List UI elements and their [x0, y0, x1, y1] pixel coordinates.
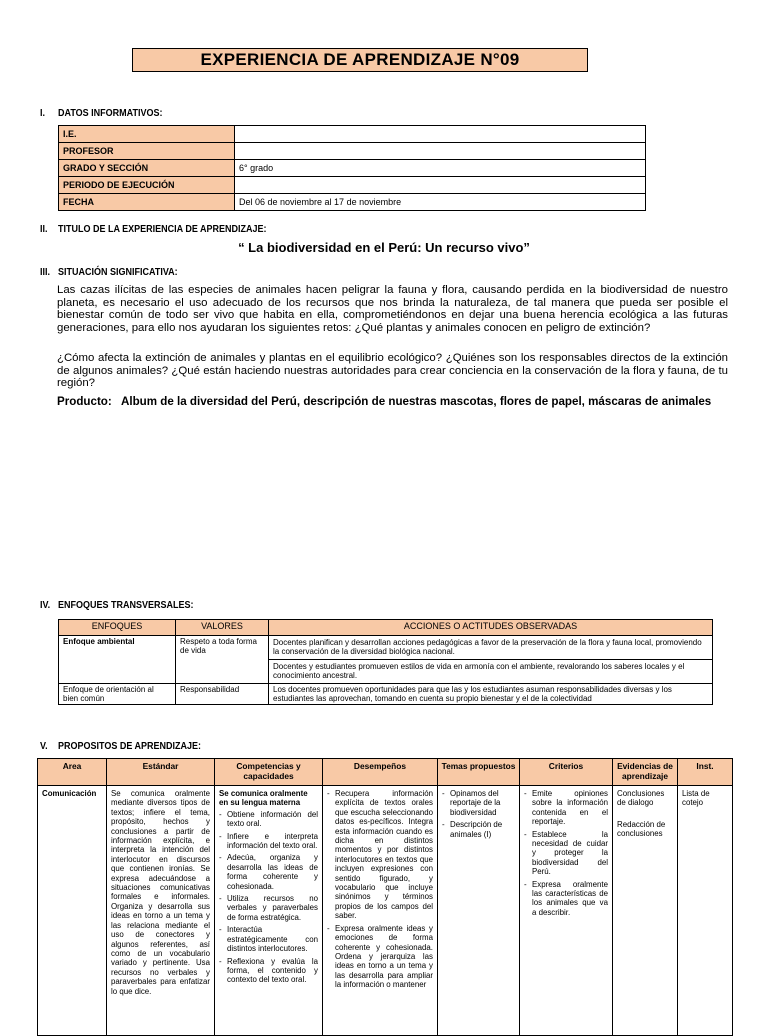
datos-label: I.E.	[59, 126, 235, 143]
datos-value: 6° grado	[235, 160, 646, 177]
table-row	[59, 194, 646, 211]
competencia-title: Se comunica oralmente en su lengua materna	[219, 789, 308, 808]
datos-table	[58, 125, 646, 211]
document-title: EXPERIENCIA DE APRENDIZAJE N°09	[132, 48, 588, 72]
datos-label: PERIODO DE EJECUCIÓN	[59, 177, 235, 194]
list-item: - Utiliza recursos no verbales y paraverbales de forma estratégica.	[219, 894, 318, 922]
datos-label: GRADO Y SECCIÓN	[59, 160, 235, 177]
criterios-list	[524, 789, 608, 917]
list-item: - Infiere e interpreta información del texto oral.	[219, 832, 318, 851]
situacion-paragraph-1: Las cazas ilícitas de las especies de animales hacen peligrar la fauna y flora, causando perdida en la biodiversidad de nuestro planeta, es necesario el uso adecuado de los recursos que nos brinda la naturaleza, de tal manera que pueda ser posible el bienestar común de todo ser vivo que habita en ella, comprometiéndonos en dejar una buena herencia ecológica a las futuras generaciones, para ello nos ayudaran los siguientes retos: ¿Qué plantas y animales conocen en peligro de extinción?	[57, 284, 728, 334]
table-header-row	[38, 759, 733, 786]
section-label: ENFOQUES TRANSVERSALES:	[58, 600, 194, 611]
datos-value: Del 06 de noviembre al 17 de noviembre	[235, 194, 646, 211]
table-row	[59, 143, 646, 160]
section-number: III.	[40, 267, 51, 278]
column-header: Temas propuestos	[438, 759, 520, 786]
section-number: I.	[40, 108, 46, 119]
datos-value	[235, 143, 646, 160]
evidencias-cell	[613, 786, 678, 1036]
accion-item: Docentes y estudiantes promueven estilos de vida en armonía con el ambiente, revalorando los saberes locales y el conocimiento ancestral.	[273, 661, 685, 681]
propositos-table	[37, 758, 733, 1036]
section-number: II.	[40, 224, 48, 235]
list-item: - Emite opiniones sobre la información contenida en el reportaje.	[524, 789, 608, 827]
column-header: Desempeños	[323, 759, 438, 786]
capacidades-list	[219, 810, 318, 985]
datos-value	[235, 126, 646, 143]
instrumento-cell: Lista de cotejo	[678, 786, 733, 1036]
temas-list	[442, 789, 515, 839]
column-header: ACCIONES O ACTITUDES OBSERVADAS	[269, 620, 713, 636]
enfoques-table	[58, 619, 713, 705]
list-item: - Recupera información explícita de textos orales que escucha seleccionando datos es-pecíficos. Integra esta información cuando es dicha en distintos momentos y por distintos interlocutores en textos que incluyen expresiones con sentido figurado, y vocabulario que incluye sinónimos y términos propios de los campos del saber.	[327, 789, 433, 921]
list-item: - Descripción de animales (I)	[442, 820, 515, 839]
section-situacion-heading	[40, 267, 178, 278]
column-header: Evidencias de aprendizaje	[613, 759, 678, 786]
list-item: - Expresa oralmente las características de los animales que va a describir.	[524, 880, 608, 918]
accion-item: Docentes planifican y desarrollan acciones pedagógicas a favor de la preservación de la flora y fauna local, promoviendo la conservación de la diversidad biológica nacional.	[269, 636, 712, 660]
section-label: PROPOSITOS DE APRENDIZAJE:	[58, 741, 202, 752]
table-row	[59, 177, 646, 194]
datos-value	[235, 177, 646, 194]
list-item: - Expresa oralmente ideas y emociones de forma coherente y cohesionada. Ordena y jerarquiza las ideas en torno a un tema y las desarrolla para ampliar la información o mantener	[327, 924, 433, 990]
section-label: SITUACIÓN SIGNIFICATIVA:	[58, 267, 178, 278]
table-row	[38, 786, 733, 1036]
table-row	[59, 636, 713, 684]
competencias-cell	[215, 786, 323, 1036]
situacion-paragraph-2: ¿Cómo afecta la extinción de animales y plantas en el equilibrio ecológico? ¿Quiénes son los responsables directos de la extinción de algunos animales? ¿Qué están haciendo nuestras autoridades para crear conciencia en la conservación de la flora y fauna, de tu región?	[57, 352, 728, 390]
evidencia-item: Conclusiones de dialogo	[617, 789, 665, 808]
section-titulo-heading	[40, 224, 267, 235]
temas-cell	[438, 786, 520, 1036]
section-label: TITULO DE LA EXPERIENCIA DE APRENDIZAJE:	[58, 224, 267, 235]
list-item: - Adecúa, organiza y desarrolla las ideas de forma coherente y cohesionada.	[219, 853, 318, 891]
desempenos-list	[327, 789, 433, 990]
section-label: DATOS INFORMATIVOS:	[58, 108, 163, 119]
datos-label: FECHA	[59, 194, 235, 211]
desempenos-cell	[323, 786, 438, 1036]
datos-label: PROFESOR	[59, 143, 235, 160]
list-item: - Establece la necesidad de cuidar y proteger la biodiversidad del Perú.	[524, 830, 608, 877]
valor-cell: Responsabilidad	[176, 683, 269, 705]
section-number: IV.	[40, 600, 51, 611]
evidencia-item: Redacción de conclusiones	[617, 819, 666, 839]
producto-label: Producto:	[57, 395, 112, 408]
column-header: ENFOQUES	[59, 620, 176, 636]
producto-text: Album de la diversidad del Perú, descripción de nuestras mascotas, flores de papel, máscaras de animales	[120, 395, 712, 408]
section-datos-heading	[40, 108, 162, 119]
table-header-row	[59, 620, 713, 636]
column-header: Area	[38, 759, 107, 786]
acciones-cell: Los docentes promueven oportunidades para que las y los estudiantes asuman responsabilidades diversas y los estudiantes las aprovechan, tomando en cuenta su propio bienestar y el de la colectividad	[269, 683, 713, 705]
estandar-cell: Se comunica oralmente mediante diversos tipos de textos; infiere el tema, propósito, hechos y conclusiones a partir de información explícita, e interpreta la intención del interlocutor en discursos que contienen ironías. Se expresa adecuándose a situaciones comunicativas formales e informales. Organiza y desarrolla sus ideas en torno a un tema y las relaciona mediante el uso de conectores y algunos referentes, así como de un vocabulario variado y pertinente. Usa recursos no verbales y paraverbales para enfatizar lo que dice.	[107, 786, 215, 1036]
producto-line	[57, 396, 728, 409]
column-header: Competencias y capacidades	[215, 759, 323, 786]
section-propositos-heading	[40, 741, 201, 752]
table-row	[59, 683, 713, 705]
section-enfoques-heading	[40, 600, 194, 611]
table-row	[59, 160, 646, 177]
column-header: Estándar	[107, 759, 215, 786]
area-cell: Comunicación	[38, 786, 107, 1036]
acciones-cell	[269, 636, 713, 684]
enfoque-cell: Enfoque ambiental	[59, 636, 176, 684]
list-item: - Interactúa estratégicamente con distintos interlocutores.	[219, 925, 318, 953]
list-item: - Obtiene información del texto oral.	[219, 810, 318, 829]
column-header: VALORES	[176, 620, 269, 636]
experience-title: “ La biodiversidad en el Perú: Un recurso vivo”	[238, 240, 530, 255]
section-number: V.	[40, 741, 48, 752]
list-item: - Reflexiona y evalúa la forma, el contenido y contexto del texto oral.	[219, 957, 318, 985]
enfoque-cell: Enfoque de orientación al bien común	[59, 683, 176, 705]
valor-cell: Respeto a toda forma de vida	[176, 636, 269, 684]
table-row	[59, 126, 646, 143]
column-header: Criterios	[520, 759, 613, 786]
list-item: - Opinamos del reportaje de la biodiversidad	[442, 789, 515, 817]
column-header: Inst.	[678, 759, 733, 786]
criterios-cell	[520, 786, 613, 1036]
